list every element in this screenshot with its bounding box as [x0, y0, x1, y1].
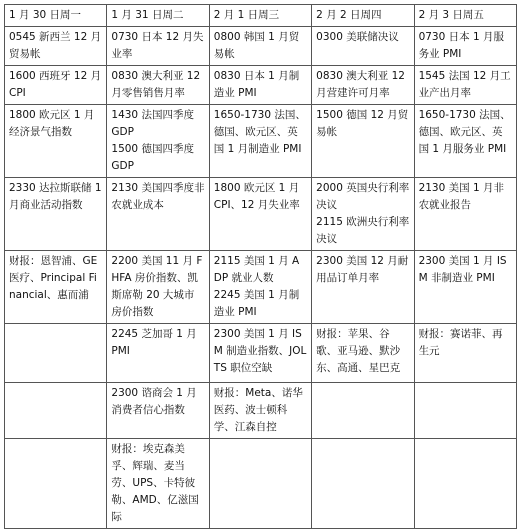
table-cell-mon: [5, 105, 107, 178]
table-cell-thu: [312, 251, 414, 324]
table-cell-mon: [5, 439, 107, 529]
event-entry: 0730 日本 12 月失业率: [111, 31, 204, 60]
event-entry: 1600 西班牙 12 月 CPI: [9, 70, 102, 99]
event-entry: 2115 欧洲央行利率决议: [316, 216, 410, 245]
event-entry: 2200 美国 11 月 FHFA 房价指数、凯斯席勒 20 大城市房价指数: [111, 255, 203, 318]
event-entry: 0300 美联储决议: [316, 31, 399, 43]
event-entry: 2115 美国 1 月 ADP 就业人数: [213, 255, 300, 284]
table-row: [5, 66, 517, 105]
table-cell-thu: [312, 383, 414, 439]
event-entry: 2000 英国央行利率决议: [316, 182, 410, 211]
day-header-tue: 1 月 31 日周二: [107, 5, 209, 27]
table-cell-fri: [414, 27, 516, 66]
table-cell-thu: [312, 105, 414, 178]
table-cell-fri: [414, 324, 516, 383]
event-entry: 2300 美国 1 月 ISM 制造业指数、JOLTS 职位空缺: [213, 328, 307, 374]
event-entry: 1800 欧元区 1 月经济景气指数: [9, 109, 95, 138]
event-entry: 2130 美国四季度非农就业成本: [111, 182, 205, 211]
event-entry: 1430 法国四季度 GDP: [111, 109, 194, 138]
table-cell-wed: [209, 105, 311, 178]
table-cell-fri: [414, 178, 516, 251]
table-cell-thu: [312, 27, 414, 66]
table-cell-mon: [5, 251, 107, 324]
table-cell-wed: [209, 383, 311, 439]
event-entry: 0800 韩国 1 月贸易帐: [213, 31, 300, 60]
event-entry: 财报：Meta、诺华医药、波士顿科学、江森自控: [213, 387, 303, 433]
table-cell-wed: [209, 439, 311, 529]
table-cell-fri: [414, 383, 516, 439]
table-cell-fri: [414, 439, 516, 529]
event-entry: 1650-1730 法国、德国、欧元区、英国 1 月制造业 PMI: [213, 109, 306, 155]
event-entry: 2130 美国 1 月非农就业报告: [418, 182, 504, 211]
table-cell-fri: [414, 66, 516, 105]
table-cell-fri: [414, 251, 516, 324]
event-entry: 1545 法国 12 月工业产出月率: [418, 70, 511, 99]
table-row: [5, 383, 517, 439]
table-cell-tue: [107, 439, 209, 529]
table-cell-tue: [107, 27, 209, 66]
day-header-mon: 1 月 30 日周一: [5, 5, 107, 27]
event-entry: 2245 美国 1 月制造业 PMI: [213, 289, 300, 318]
table-row: [5, 27, 517, 66]
table-cell-mon: [5, 383, 107, 439]
table-cell-wed: [209, 27, 311, 66]
table-cell-tue: [107, 251, 209, 324]
economic-calendar-table: [4, 4, 517, 529]
event-entry: 2300 谘商会 1 月消费者信心指数: [111, 387, 197, 416]
table-cell-wed: [209, 324, 311, 383]
event-entry: 财报：赛诺菲、再生元: [418, 328, 503, 357]
event-entry: 1500 德国四季度 GDP: [111, 143, 194, 172]
event-entry: 0830 澳大利亚 12 月零售销售月率: [111, 70, 201, 99]
table-cell-mon: [5, 66, 107, 105]
event-entry: 1800 欧元区 1 月 CPI、12 月失业率: [213, 182, 300, 211]
day-header-thu: 2 月 2 日周四: [312, 5, 414, 27]
event-entry: 1650-1730 法国、德国、欧元区、英国 1 月服务业 PMI: [418, 109, 511, 155]
table-cell-tue: [107, 66, 209, 105]
table-row: [5, 324, 517, 383]
table-cell-thu: [312, 178, 414, 251]
table-cell-tue: [107, 324, 209, 383]
event-entry: 财报：苹果、谷歌、亚马逊、默沙东、高通、星巴克: [316, 328, 401, 374]
table-cell-wed: [209, 178, 311, 251]
table-cell-mon: [5, 178, 107, 251]
table-cell-mon: [5, 324, 107, 383]
event-entry: 0545 新西兰 12 月贸易帐: [9, 31, 102, 60]
event-entry: 财报：埃克森美孚、辉瑞、麦当劳、UPS、卡特彼勒、AMD、亿滋国际: [111, 443, 199, 523]
event-entry: 1500 德国 12 月贸易帐: [316, 109, 409, 138]
table-cell-thu: [312, 66, 414, 105]
event-entry: 2330 达拉斯联储 1 月商业活动指数: [9, 182, 102, 211]
event-entry: 2245 芝加哥 1 月 PMI: [111, 328, 197, 357]
header-row: [5, 5, 517, 27]
table-cell-wed: [209, 66, 311, 105]
event-entry: 0730 日本 1 月服务业 PMI: [418, 31, 504, 60]
table-row: [5, 439, 517, 529]
table-row: [5, 105, 517, 178]
table-cell-thu: [312, 324, 414, 383]
table-row: [5, 251, 517, 324]
table-cell-fri: [414, 105, 516, 178]
event-entry: 财报：恩智浦、GE 医疗、Principal Financial、惠而浦: [9, 255, 98, 301]
event-entry: 0830 日本 1 月制造业 PMI: [213, 70, 300, 99]
calendar-body: [5, 27, 517, 529]
table-cell-tue: [107, 105, 209, 178]
table-cell-mon: [5, 27, 107, 66]
event-entry: 2300 美国 1 月 ISM 非制造业 PMI: [418, 255, 507, 284]
table-cell-tue: [107, 178, 209, 251]
table-cell-wed: [209, 251, 311, 324]
event-entry: 0830 澳大利亚 12 月营建许可月率: [316, 70, 405, 99]
table-cell-thu: [312, 439, 414, 529]
table-cell-tue: [107, 383, 209, 439]
day-header-wed: 2 月 1 日周三: [209, 5, 311, 27]
event-entry: 2300 美国 12 月耐用品订单月率: [316, 255, 409, 284]
table-row: [5, 178, 517, 251]
day-header-fri: 2 月 3 日周五: [414, 5, 516, 27]
